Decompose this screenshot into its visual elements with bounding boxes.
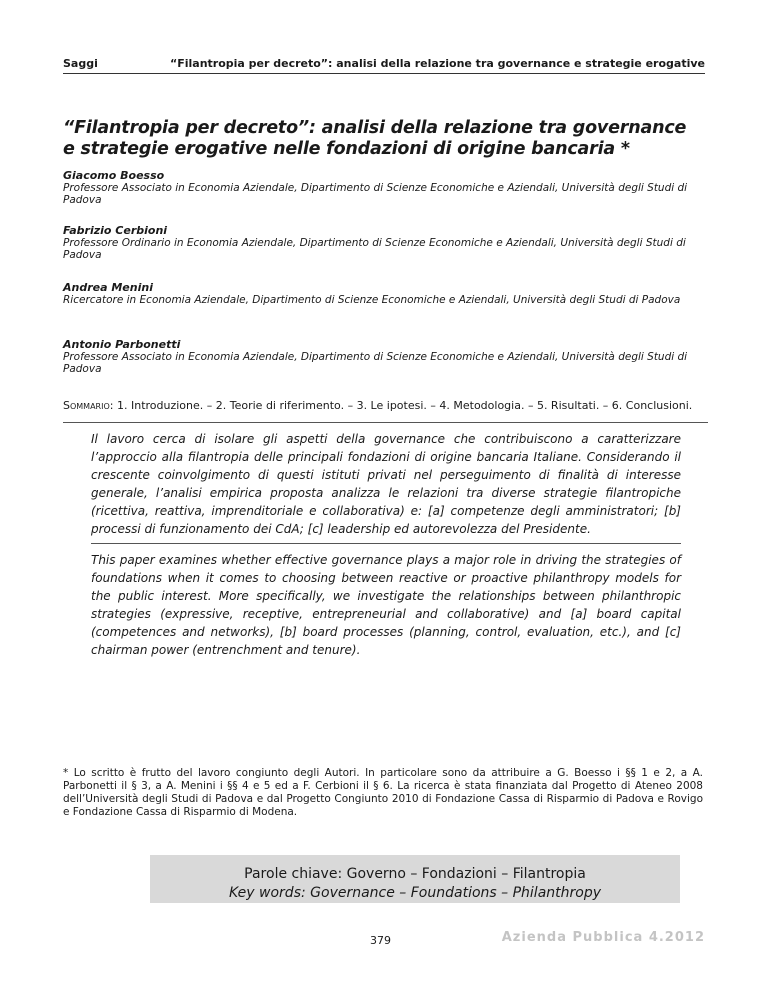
running-header — [63, 57, 705, 74]
author-block — [63, 282, 708, 306]
author-name: Giacomo Boesso — [63, 169, 165, 182]
author-affiliation: Ricercatore in Economia Aziendale, Dipartimento di Scienze Economiche e Aziendali, Università degli Studi di Padova — [63, 294, 681, 306]
author-affiliation: Professore Associato in Economia Aziendale, Dipartimento di Scienze Economiche e Aziendali, Università degli Studi di Padova — [63, 351, 688, 375]
abstract-english: This paper examines whether effective governance plays a major role in driving the strategies of foundations when it comes to choosing between reactive or proactive philanthropy models for the public interest. More specifically, we investigate the relationships between philanthropic strategies (expressive, receptive, entrepreneurial and collaborative) and [a] board capital (competences and networks), [b] board processes (planning, control, evaluation, etc.), and [c] chairman power (entrenchment and tenure). — [91, 543, 681, 659]
summary-label: Sommario: — [63, 399, 114, 412]
running-title: “Filantropia per decreto”: analisi della relazione tra governance e strategie erogative — [169, 57, 705, 70]
keywords-english: Key words: Governance – Foundations – Philanthropy — [229, 885, 601, 901]
author-affiliation: Professore Associato in Economia Aziendale, Dipartimento di Scienze Economiche e Aziendali, Università degli Studi di Padova — [63, 182, 688, 206]
page-number: 379 — [370, 934, 391, 947]
journal-name: Azienda Pubblica 4.2012 — [501, 930, 705, 945]
author-block — [63, 339, 708, 375]
author-block — [63, 225, 708, 261]
table-of-contents — [63, 399, 708, 423]
author-affiliation: Professore Ordinario in Economia Aziendale, Dipartimento di Scienze Economiche e Aziendali, Università degli Studi di Padova — [63, 237, 686, 261]
keywords-box — [150, 855, 680, 903]
keywords-italian: Parole chiave: Governo – Fondazioni – Filantropia — [244, 866, 586, 882]
author-name: Andrea Menini — [63, 281, 153, 294]
author-name: Fabrizio Cerbioni — [63, 224, 168, 237]
abstract-italian: Il lavoro cerca di isolare gli aspetti della governance che contribuiscono a caratterizzare l’approccio alla filantropia delle principali fondazioni di origine bancaria Italiane. Considerando il crescente coinvolgimento di questi istituti privati nel perseguimento di finalità di interesse generale, l’analisi empirica proposta analizza le relazioni tra diverse strategie filantropiche (ricettiva, reattiva, imprenditoriale e collaborativa) e: [a] competenze degli amministratori; [b] processi di funzionamento dei CdA; [c] leadership ed autorevolezza del Presidente. — [91, 432, 681, 536]
footnote: * Lo scritto è frutto del lavoro congiunto degli Autori. In particolare sono da attribuire a G. Boesso i §§ 1 e 2, a A. Parbonetti il § 3, a A. Menini i §§ 4 e 5 ed a F. Cerbioni il § 6. La ricerca è stata finanziata dal Progetto di Ateneo 2008 dell’Università degli Studi di Padova e dal Progetto Congiunto 2010 di Fondazione Cassa di Risparmio di Padova e Rovigo e Fondazione Cassa di Risparmio di Modena. — [63, 767, 703, 818]
author-block — [63, 170, 708, 206]
section-label: Saggi — [63, 57, 98, 70]
summary-text: 1. Introduzione. – 2. Teorie di riferimento. – 3. Le ipotesi. – 4. Metodologia. – 5. Risultati. – 6. Conclusioni. — [116, 399, 693, 412]
author-name: Antonio Parbonetti — [63, 338, 181, 351]
article-title: “Filantropia per decreto”: analisi della relazione tra governance e strategie erogative nelle fondazioni di origine bancaria * — [63, 118, 687, 159]
